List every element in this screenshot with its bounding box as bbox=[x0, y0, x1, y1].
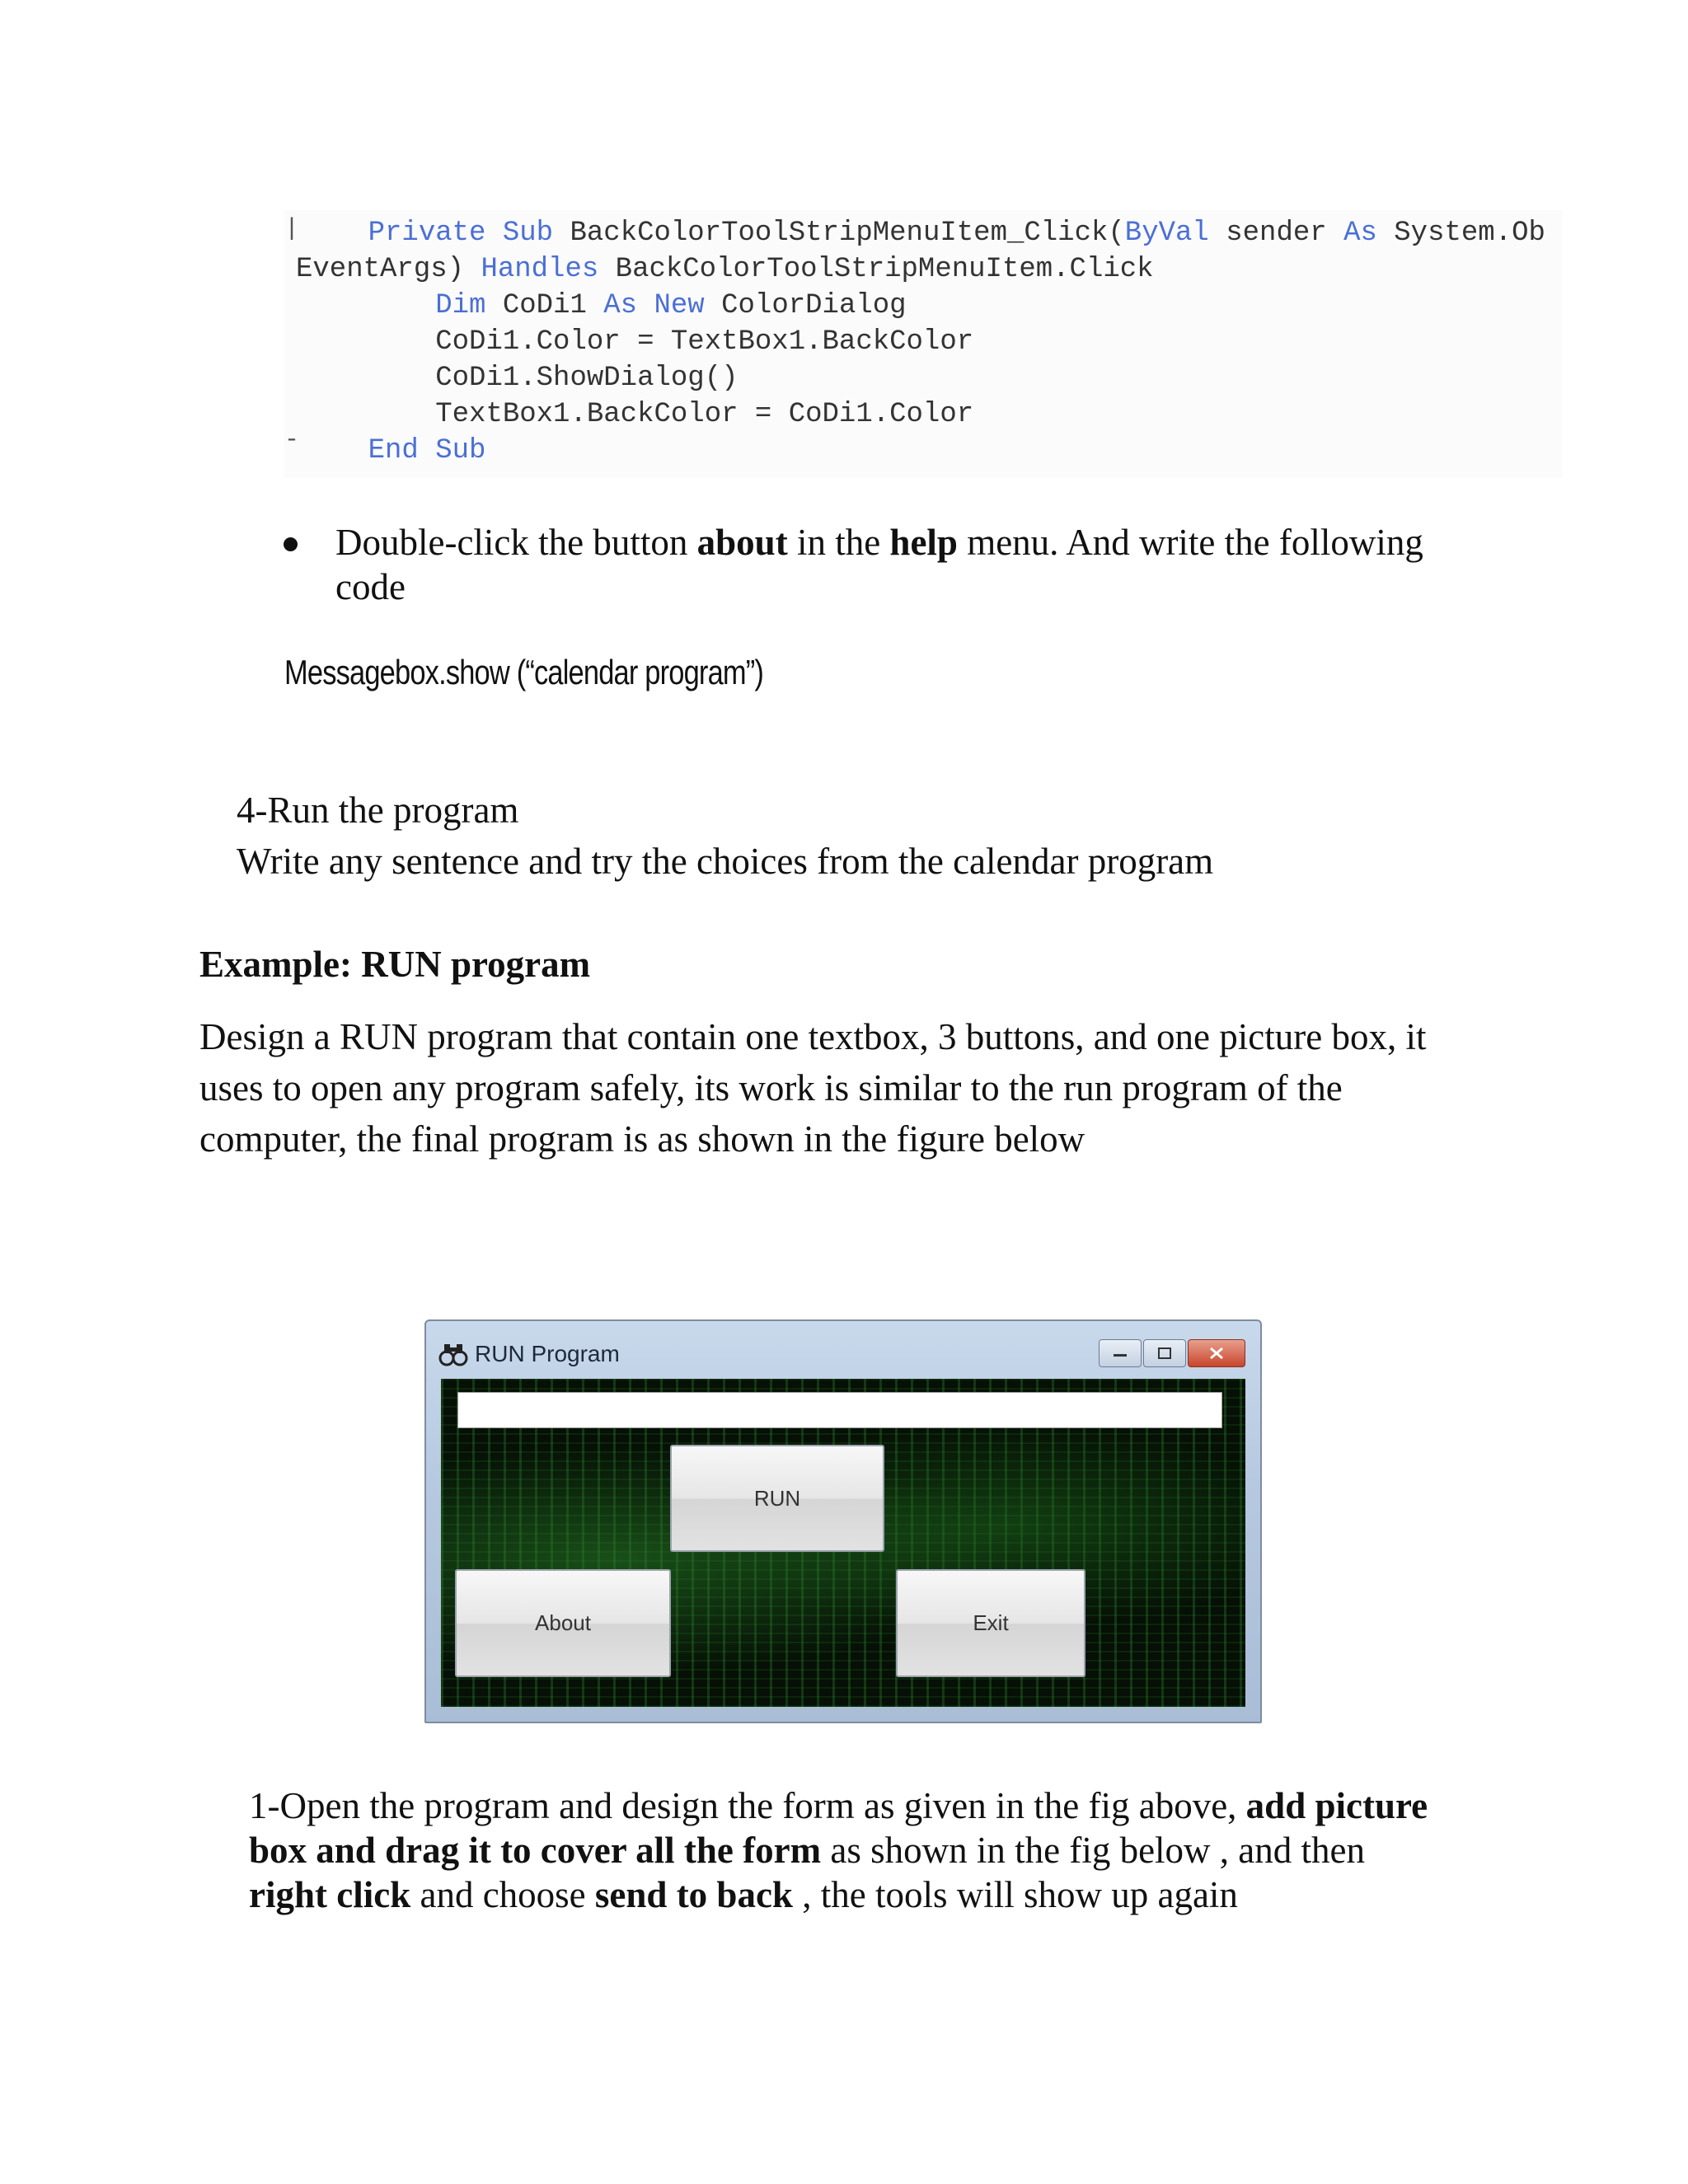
minimize-icon bbox=[1112, 1349, 1128, 1357]
step1-bold: right click bbox=[249, 1874, 411, 1915]
bullet-point bbox=[284, 537, 298, 551]
code-text bbox=[485, 218, 502, 249]
messagebox-code: Messagebox.show (“calendar program”) bbox=[284, 653, 764, 691]
run-program-window-figure bbox=[424, 1319, 1262, 1723]
step4-description: Write any sentence and try the choices from the calendar program bbox=[237, 841, 1214, 882]
code-keyword: New bbox=[654, 290, 705, 321]
code-line bbox=[301, 396, 973, 433]
code-keyword: Private bbox=[368, 218, 486, 249]
bullet-text: in the bbox=[787, 522, 890, 563]
example-body-line: uses to open any program safely, its work is similar to the run program of the bbox=[199, 1067, 1343, 1108]
example-body-line: Design a RUN program that contain one textbox, 3 buttons, and one picture box, it bbox=[199, 1016, 1427, 1057]
window-titlebar bbox=[438, 1338, 620, 1371]
window-title: RUN Program bbox=[475, 1341, 620, 1366]
code-line bbox=[301, 433, 485, 469]
code-text bbox=[637, 290, 654, 321]
window-controls bbox=[1099, 1339, 1245, 1367]
step1-text: and choose bbox=[410, 1874, 595, 1915]
code-line bbox=[301, 360, 738, 396]
code-keyword: Sub bbox=[435, 435, 486, 466]
code-line bbox=[296, 251, 1154, 288]
step1-bold: send to back bbox=[594, 1874, 793, 1915]
code-keyword: ByVal bbox=[1124, 218, 1209, 249]
exit-button[interactable]: Exit bbox=[896, 1569, 1085, 1677]
close-button[interactable] bbox=[1188, 1339, 1245, 1367]
about-button[interactable]: About bbox=[455, 1569, 671, 1677]
step4-title: 4-Run the program bbox=[237, 790, 519, 831]
code-text: CoDi1 bbox=[485, 290, 604, 321]
bullet-bold-help: help bbox=[889, 522, 958, 563]
binoculars-icon bbox=[438, 1341, 468, 1367]
run-textbox[interactable] bbox=[457, 1392, 1222, 1428]
step1-text: 1-Open the program and design the form as given in the fig above, bbox=[249, 1785, 1246, 1826]
bullet-bold-about: about bbox=[696, 522, 788, 563]
step1-text: as shown in the fig below , and then bbox=[821, 1830, 1365, 1871]
bullet-text-line1 bbox=[335, 520, 1423, 565]
code-keyword: End bbox=[368, 435, 419, 466]
maximize-icon bbox=[1156, 1347, 1173, 1360]
bullet-text: Double-click the button bbox=[335, 522, 697, 563]
run-button[interactable]: RUN bbox=[670, 1445, 884, 1552]
code-text: CoDi1.ShowDialog() bbox=[435, 363, 738, 394]
gutter-marker: | bbox=[284, 215, 300, 243]
code-line bbox=[301, 288, 907, 324]
code-keyword: Handles bbox=[481, 254, 599, 285]
code-line bbox=[301, 324, 973, 360]
bullet-text-line2: code bbox=[335, 566, 406, 607]
maximize-button[interactable] bbox=[1143, 1339, 1186, 1367]
step1-line1 bbox=[249, 1783, 1428, 1828]
code-line bbox=[301, 215, 1545, 251]
code-text bbox=[419, 435, 435, 466]
step1-line2 bbox=[249, 1828, 1365, 1872]
code-text: BackColorToolStripMenuItem_Click( bbox=[553, 218, 1125, 249]
example-body-line: computer, the final program is as shown in the figure below bbox=[199, 1118, 1085, 1160]
step1-text: , the tools will show up again bbox=[792, 1874, 1238, 1915]
code-text: CoDi1.Color = TextBox1.BackColor bbox=[435, 326, 974, 358]
code-text: TextBox1.BackColor = CoDi1.Color bbox=[435, 399, 974, 430]
code-keyword: As bbox=[603, 290, 638, 321]
code-text: EventArgs) bbox=[296, 254, 481, 285]
code-keyword: Dim bbox=[435, 290, 486, 321]
code-screenshot bbox=[284, 210, 1562, 478]
code-text: ColorDialog bbox=[704, 290, 907, 321]
step1-bold: add picture bbox=[1245, 1785, 1428, 1826]
minimize-button[interactable] bbox=[1099, 1339, 1142, 1367]
gutter-marker: - bbox=[284, 426, 300, 454]
picture-box-background bbox=[441, 1379, 1245, 1707]
code-keyword: Sub bbox=[502, 218, 554, 249]
bullet-text: menu. And write the following bbox=[957, 522, 1423, 563]
code-text: System.Ob bbox=[1376, 218, 1545, 249]
step1-line3 bbox=[249, 1872, 1238, 1917]
code-keyword: As bbox=[1343, 218, 1377, 249]
example-heading: Example: RUN program bbox=[199, 944, 591, 985]
code-text: BackColorToolStripMenuItem.Click bbox=[598, 254, 1154, 285]
close-icon bbox=[1208, 1346, 1225, 1361]
code-text: sender bbox=[1208, 218, 1344, 249]
step1-bold: box and drag it to cover all the form bbox=[249, 1830, 822, 1871]
